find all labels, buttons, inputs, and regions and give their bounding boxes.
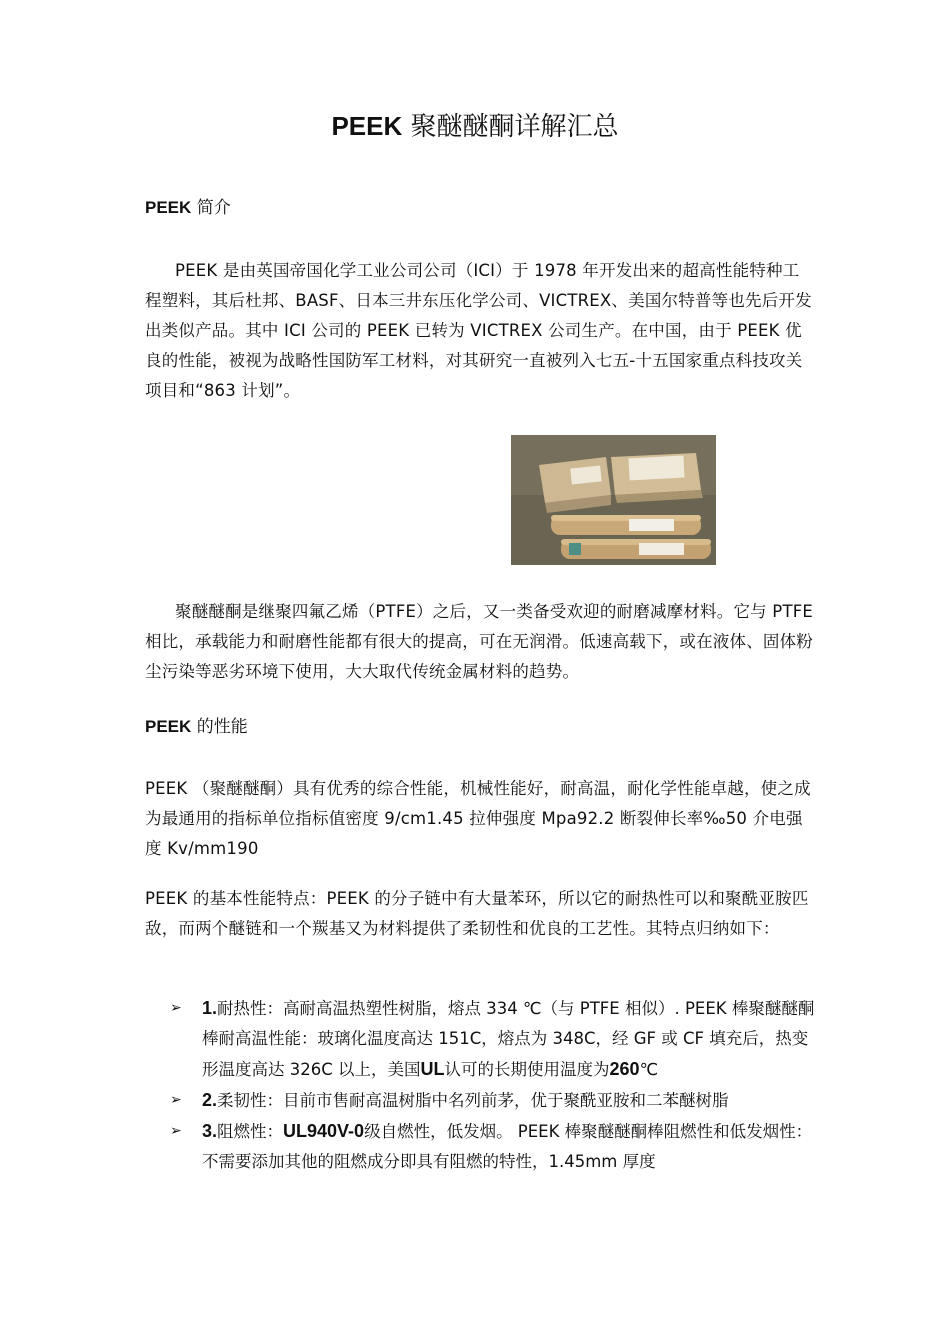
peek-rods-photo [511, 435, 716, 565]
list-item [170, 1085, 820, 1116]
intro-paragraph: PEEK 是由英国帝国化学工业公司公司（ICI）于 1978 年开发出来的超高性能特种工程塑料，其后杜邦、BASF、日本三井东压化学公司、VICTREX、美国尔特普等也先后开发出类似产品。其中 ICI 公司的 PEEK 已转为 VICTREX 公司生产。在中国，由于 PEEK 优良的性能，被视为战略性国防军工材料，对其研究一直被列入七五-十五国家重点科技攻关项目和“863 计划”。 [145, 261, 812, 400]
section-heading-intro [145, 196, 231, 220]
item-bold-text: UL [420, 1059, 445, 1079]
title-en: PEEK [331, 111, 403, 141]
list-item [170, 1116, 820, 1177]
wear-paragraph: 聚醚醚酮是继聚四氟乙烯（PTFE）之后，又一类备受欢迎的耐磨减摩材料。它与 PTFE 相比，承载能力和耐磨性能都有很大的提高，可在无润滑。低速高载下，或在液体、固体粉尘污染等恶劣环境下使用，大大取代传统金属材料的趋势。 [145, 602, 814, 681]
photo-illustration [511, 435, 716, 565]
heading-zh: 简介 [191, 198, 231, 218]
list-item [170, 993, 820, 1085]
heading-en: PEEK [145, 198, 192, 217]
item-text: 柔韧性：目前市售耐高温树脂中名列前茅，优于聚酰亚胺和二苯醚树脂 [217, 1091, 729, 1110]
heading-zh: 的性能 [191, 717, 248, 737]
item-text: 阻燃性： [217, 1122, 284, 1141]
bullet-arrow-icon: ➢ [170, 1123, 182, 1139]
item-number: 1. [202, 998, 218, 1018]
item-text: ℃ [639, 1060, 659, 1079]
properties-paragraph: PEEK （聚醚醚酮）具有优秀的综合性能，机械性能好，耐高温，耐化学性能卓越，使之成为最通用的指标单位指标值密度 9/cm1.45 拉伸强度 Mpa92.2 断裂伸长率‰50 介电强度 Kv/mm190 [145, 779, 811, 858]
item-text: 认可的长期使用温度为 [444, 1060, 610, 1079]
bullet-arrow-icon: ➢ [170, 1000, 182, 1016]
features-paragraph: PEEK 的基本性能特点：PEEK 的分子链中有大量苯环，所以它的耐热性可以和聚酰亚胺匹敌，而两个醚链和一个羰基又为材料提供了柔韧性和优良的工艺性。其特点归纳如下： [145, 889, 809, 938]
item-number: 3. [202, 1121, 218, 1141]
item-text: 耐热性：高耐高温热塑性树脂，熔点 334 ℃（与 PTFE 相似）. PEEK 棒聚醚醚酮棒耐高温性能：玻璃化温度高达 151C，熔点为 348C，经 GF 或 CF 填充后，热变形温度高达 326C 以上，美国 [202, 999, 815, 1079]
page-title [0, 108, 950, 145]
item-bold-text: UL940V-0 [283, 1121, 365, 1141]
item-text: 级自燃性，低发烟。 PEEK 棒聚醚醚酮棒阻燃性和低发烟性：不需要添加其他的阻燃成分即具有阻燃的特性，1.45mm 厚度 [202, 1122, 813, 1171]
item-number: 2. [202, 1090, 218, 1110]
bullet-arrow-icon: ➢ [170, 1092, 182, 1108]
feature-list [170, 993, 820, 1177]
title-zh: 聚醚醚酮详解汇总 [402, 112, 619, 142]
section-heading-properties [145, 715, 248, 739]
item-bold-text: 260 [609, 1059, 640, 1079]
heading-en: PEEK [145, 717, 192, 736]
